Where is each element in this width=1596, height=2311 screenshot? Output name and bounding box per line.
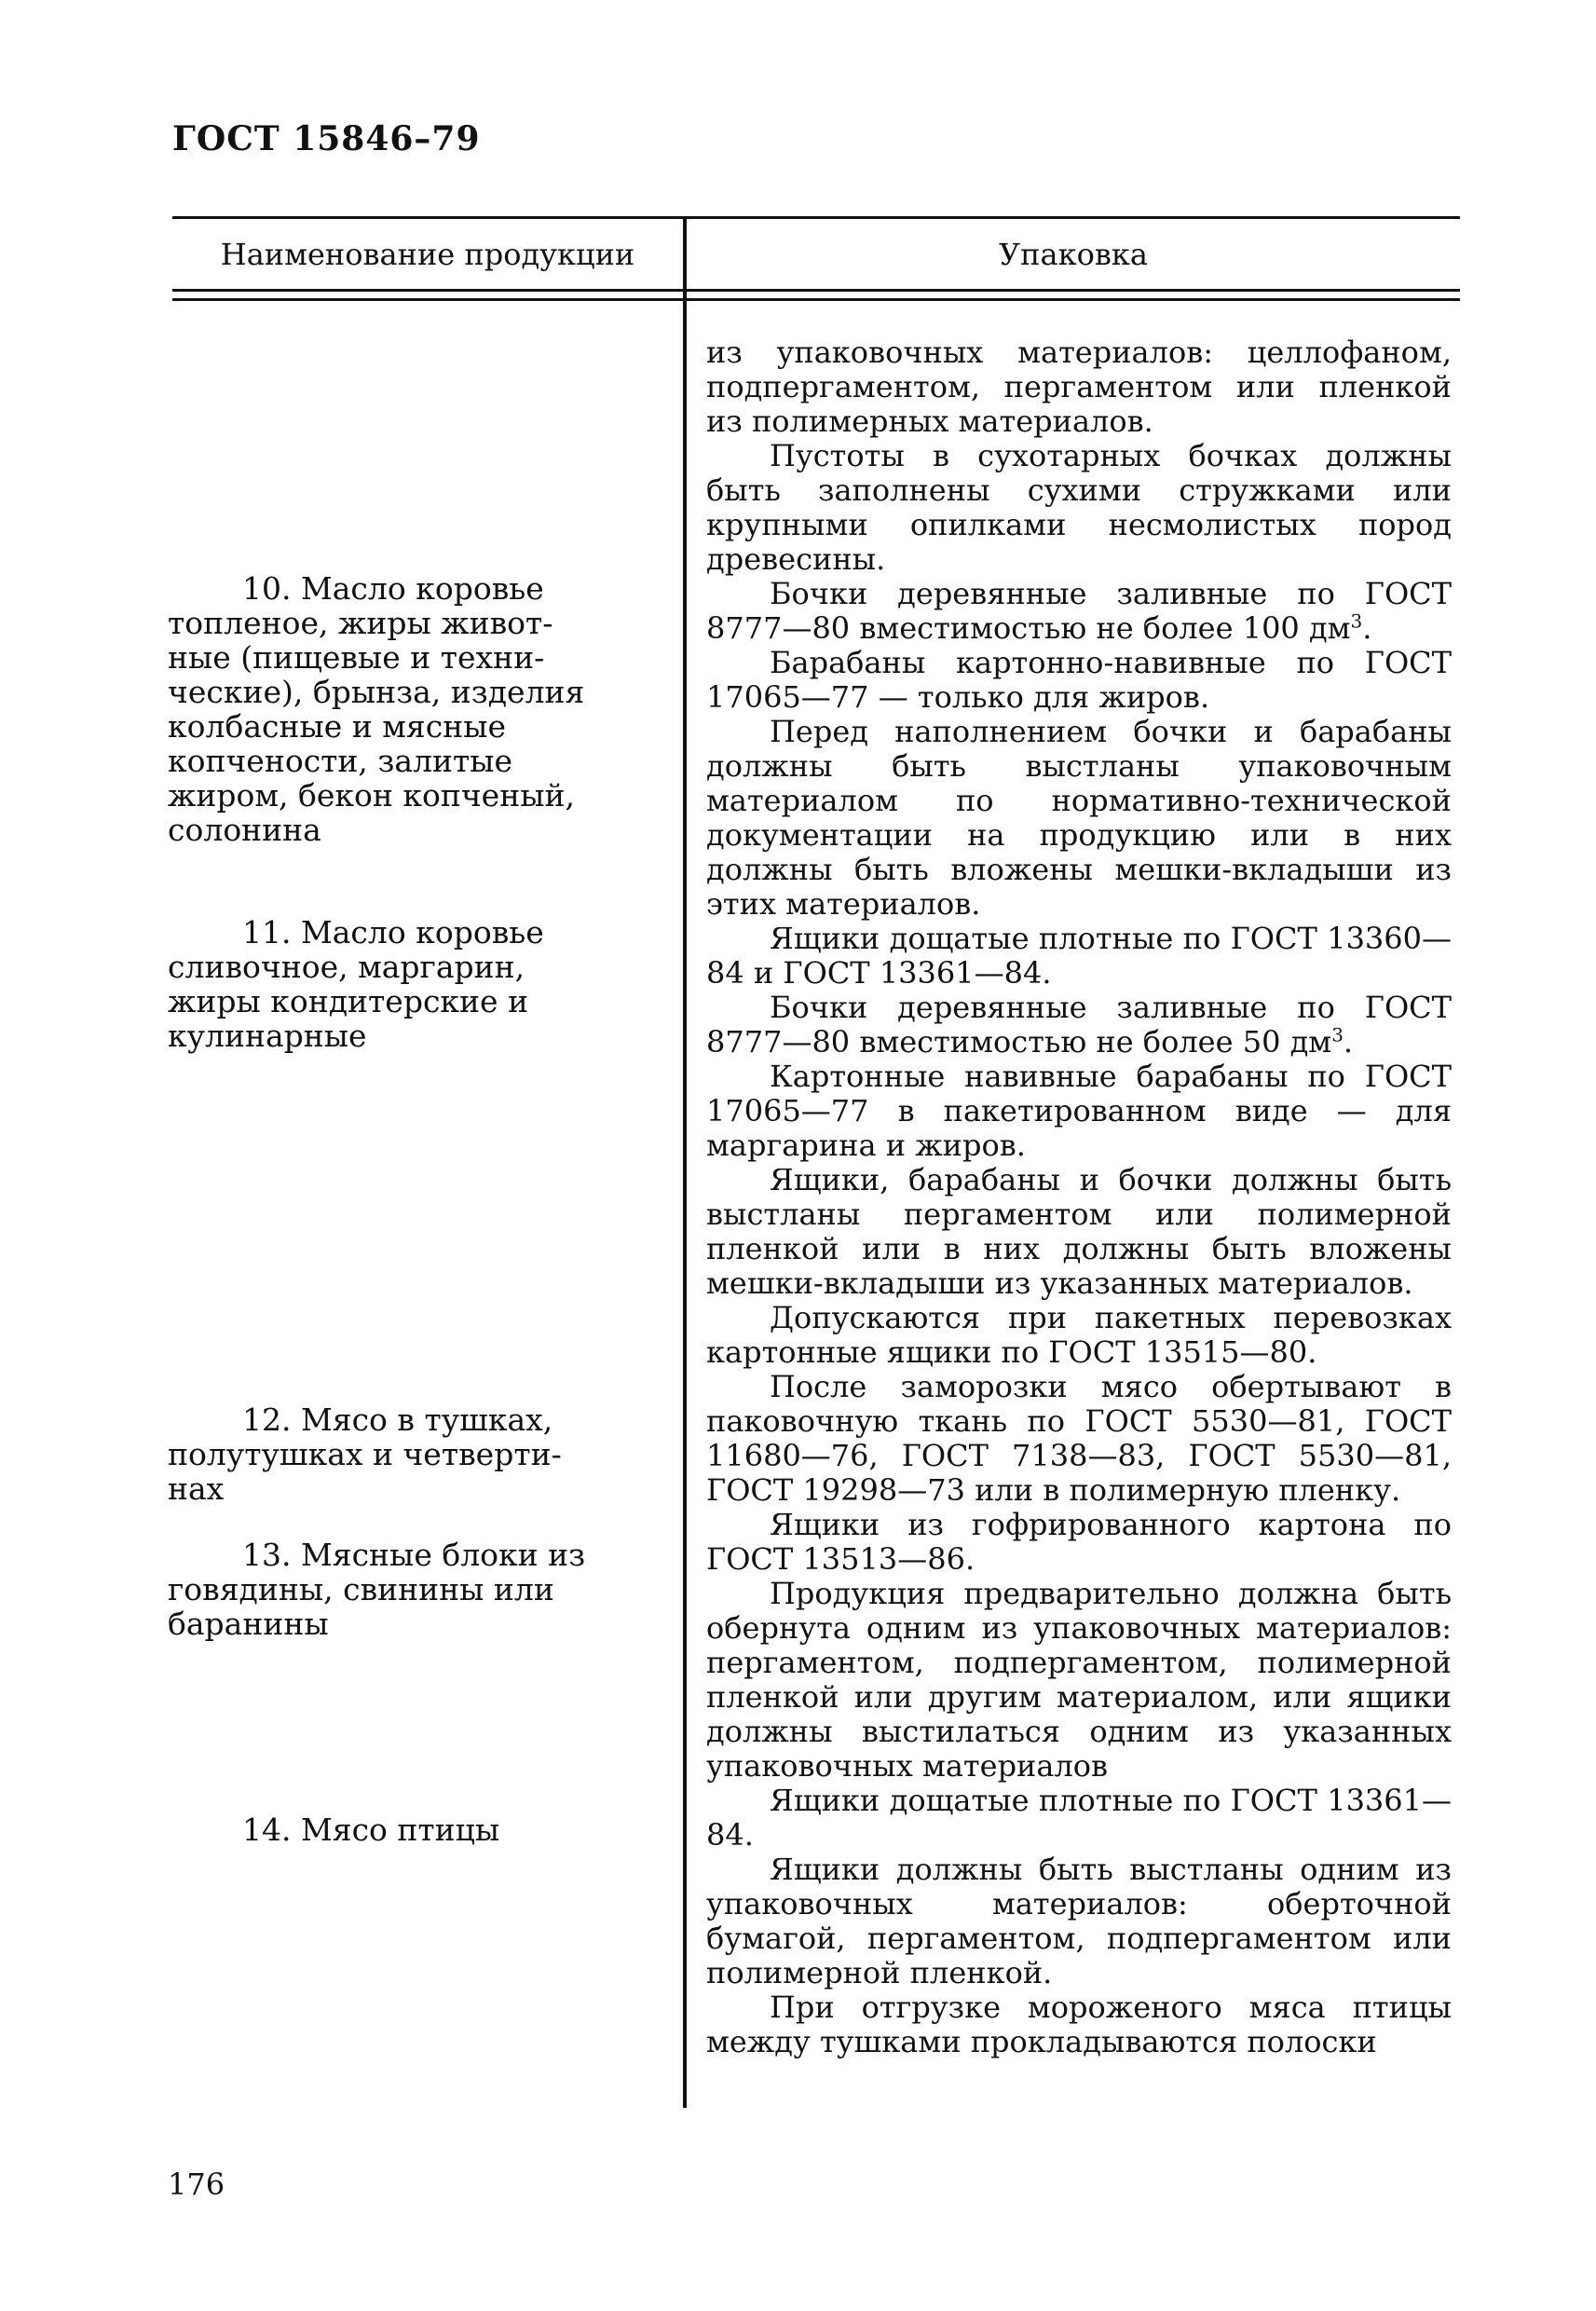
packaging-paragraph: Ящики дощатые плотные по ГОСТ 13360—84 и ГОСТ 13361—84. xyxy=(706,921,1452,991)
product-line: 14. Мясо птицы xyxy=(242,1812,500,1848)
column-header-product: Наименование продукции xyxy=(220,237,635,272)
packaging-paragraph: После заморозки мясо обертывают в паковочную ткань по ГОСТ 5530—81, ГОСТ 11680—76, ГОСТ 7138—83, ГОСТ 5530—81, ГОСТ 19298—73 или в полимерную пленку. xyxy=(706,1369,1452,1508)
superscript: 3 xyxy=(1331,1023,1344,1046)
product-line: нах xyxy=(168,1470,225,1507)
product-line: кулинарные xyxy=(168,1018,367,1054)
product-line: 10. Масло коровье xyxy=(242,570,544,607)
product-line: ные (пищевые и техни- xyxy=(168,639,545,676)
packaging-paragraph: При отгрузке мороженого мяса птицы между тушками прокладываются полоски xyxy=(706,1990,1452,2059)
packaging-paragraph: Ящики дощатые плотные по ГОСТ 13361—84. xyxy=(706,1783,1452,1853)
product-line: жиры кондитерские и xyxy=(168,983,529,1019)
product-line: 12. Мясо в тушках, xyxy=(242,1402,553,1438)
packaging-paragraph xyxy=(706,991,1452,1060)
document-header: ГОСТ 15846–79 xyxy=(172,119,481,158)
product-item-12 xyxy=(168,1402,587,1506)
product-line: сливочное, маргарин, xyxy=(168,949,525,985)
product-item-11 xyxy=(168,915,587,1053)
column-header-packaging: Упаковка xyxy=(999,237,1148,272)
packaging-paragraph: Допускаются при пакетных перевозках картонные ящики по ГОСТ 13515—80. xyxy=(706,1300,1452,1370)
product-line: полутушках и четверти- xyxy=(168,1436,562,1472)
product-line: жиром, бекон копченый, xyxy=(168,777,575,814)
packaging-paragraph: Ящики, барабаны и бочки должны быть выстланы пергаментом или полимерной пленкой или в них должны быть вложены мешки-вкладыши из указанных материалов. xyxy=(706,1162,1452,1301)
product-line: 13. Мясные блоки из xyxy=(242,1537,586,1573)
packaging-paragraph: из упаковочных материалов: целлофаном, подпергаментом, пергаментом или пленкой из полимерных материалов. xyxy=(706,335,1452,439)
table-header-rule-double xyxy=(172,298,1460,301)
superscript: 3 xyxy=(1350,609,1363,633)
column-divider xyxy=(683,216,687,2108)
packaging-paragraph: Перед наполнением бочки и барабаны должны быть выстланы упаковочным материалом по нормативно-технической документации на продукцию или в них должны быть вложены мешки-вкладыши из этих материалов. xyxy=(706,714,1452,922)
packaging-paragraph: Продукция предварительно должна быть обернута одним из упаковочных материалов: пергаментом, подпергаментом, полимерной пленкой или другим материалом, или ящики должны выстилаться одним из указанных упаковочных материалов xyxy=(706,1576,1452,1784)
table-header-rule xyxy=(172,289,1460,292)
packaging-text: Бочки деревянные заливные по ГОСТ 8777—80 вместимостью не более 50 дм xyxy=(706,990,1452,1060)
product-line: говядины, свинины или xyxy=(168,1571,554,1607)
table-top-rule xyxy=(172,216,1460,219)
product-line: топленое, жиры живот- xyxy=(168,605,553,641)
product-line: солонина xyxy=(168,812,321,848)
packaging-paragraph: Ящики из гофрированного картона по ГОСТ 13513—86. xyxy=(706,1507,1452,1577)
packaging-paragraph: Пустоты в сухотарных бочках должны быть заполнены сухими стружками или крупными опилками несмолистых пород древесины. xyxy=(706,438,1452,577)
product-item-13 xyxy=(168,1538,587,1641)
packaging-text: Бочки деревянные заливные по ГОСТ 8777—80 вместимостью не более 100 дм xyxy=(706,576,1452,646)
page-number: 176 xyxy=(168,2167,225,2202)
product-item-14 xyxy=(168,1812,587,1847)
product-item-10 xyxy=(168,571,587,847)
product-line: 11. Масло коровье xyxy=(242,914,544,950)
packaging-paragraph: Картонные навивные барабаны по ГОСТ 17065—77 в пакетированном виде — для маргарина и жиров. xyxy=(706,1059,1452,1163)
packaging-paragraph: Барабаны картонно-навивные по ГОСТ 17065—77 — только для жиров. xyxy=(706,645,1452,715)
punctuation: . xyxy=(1362,610,1372,646)
product-line: ческие), брынза, изделия xyxy=(168,674,585,710)
punctuation: . xyxy=(1343,1024,1354,1060)
packaging-paragraph: Ящики должны быть выстланы одним из упаковочных материалов: оберточной бумагой, пергаментом, подпергаментом или полимерной пленкой. xyxy=(706,1852,1452,1990)
product-line: колбасные и мясные xyxy=(168,708,506,745)
product-line: копчености, залитые xyxy=(168,743,513,779)
packaging-column xyxy=(706,335,1452,2059)
packaging-paragraph xyxy=(706,577,1452,646)
product-line: баранины xyxy=(168,1606,329,1642)
